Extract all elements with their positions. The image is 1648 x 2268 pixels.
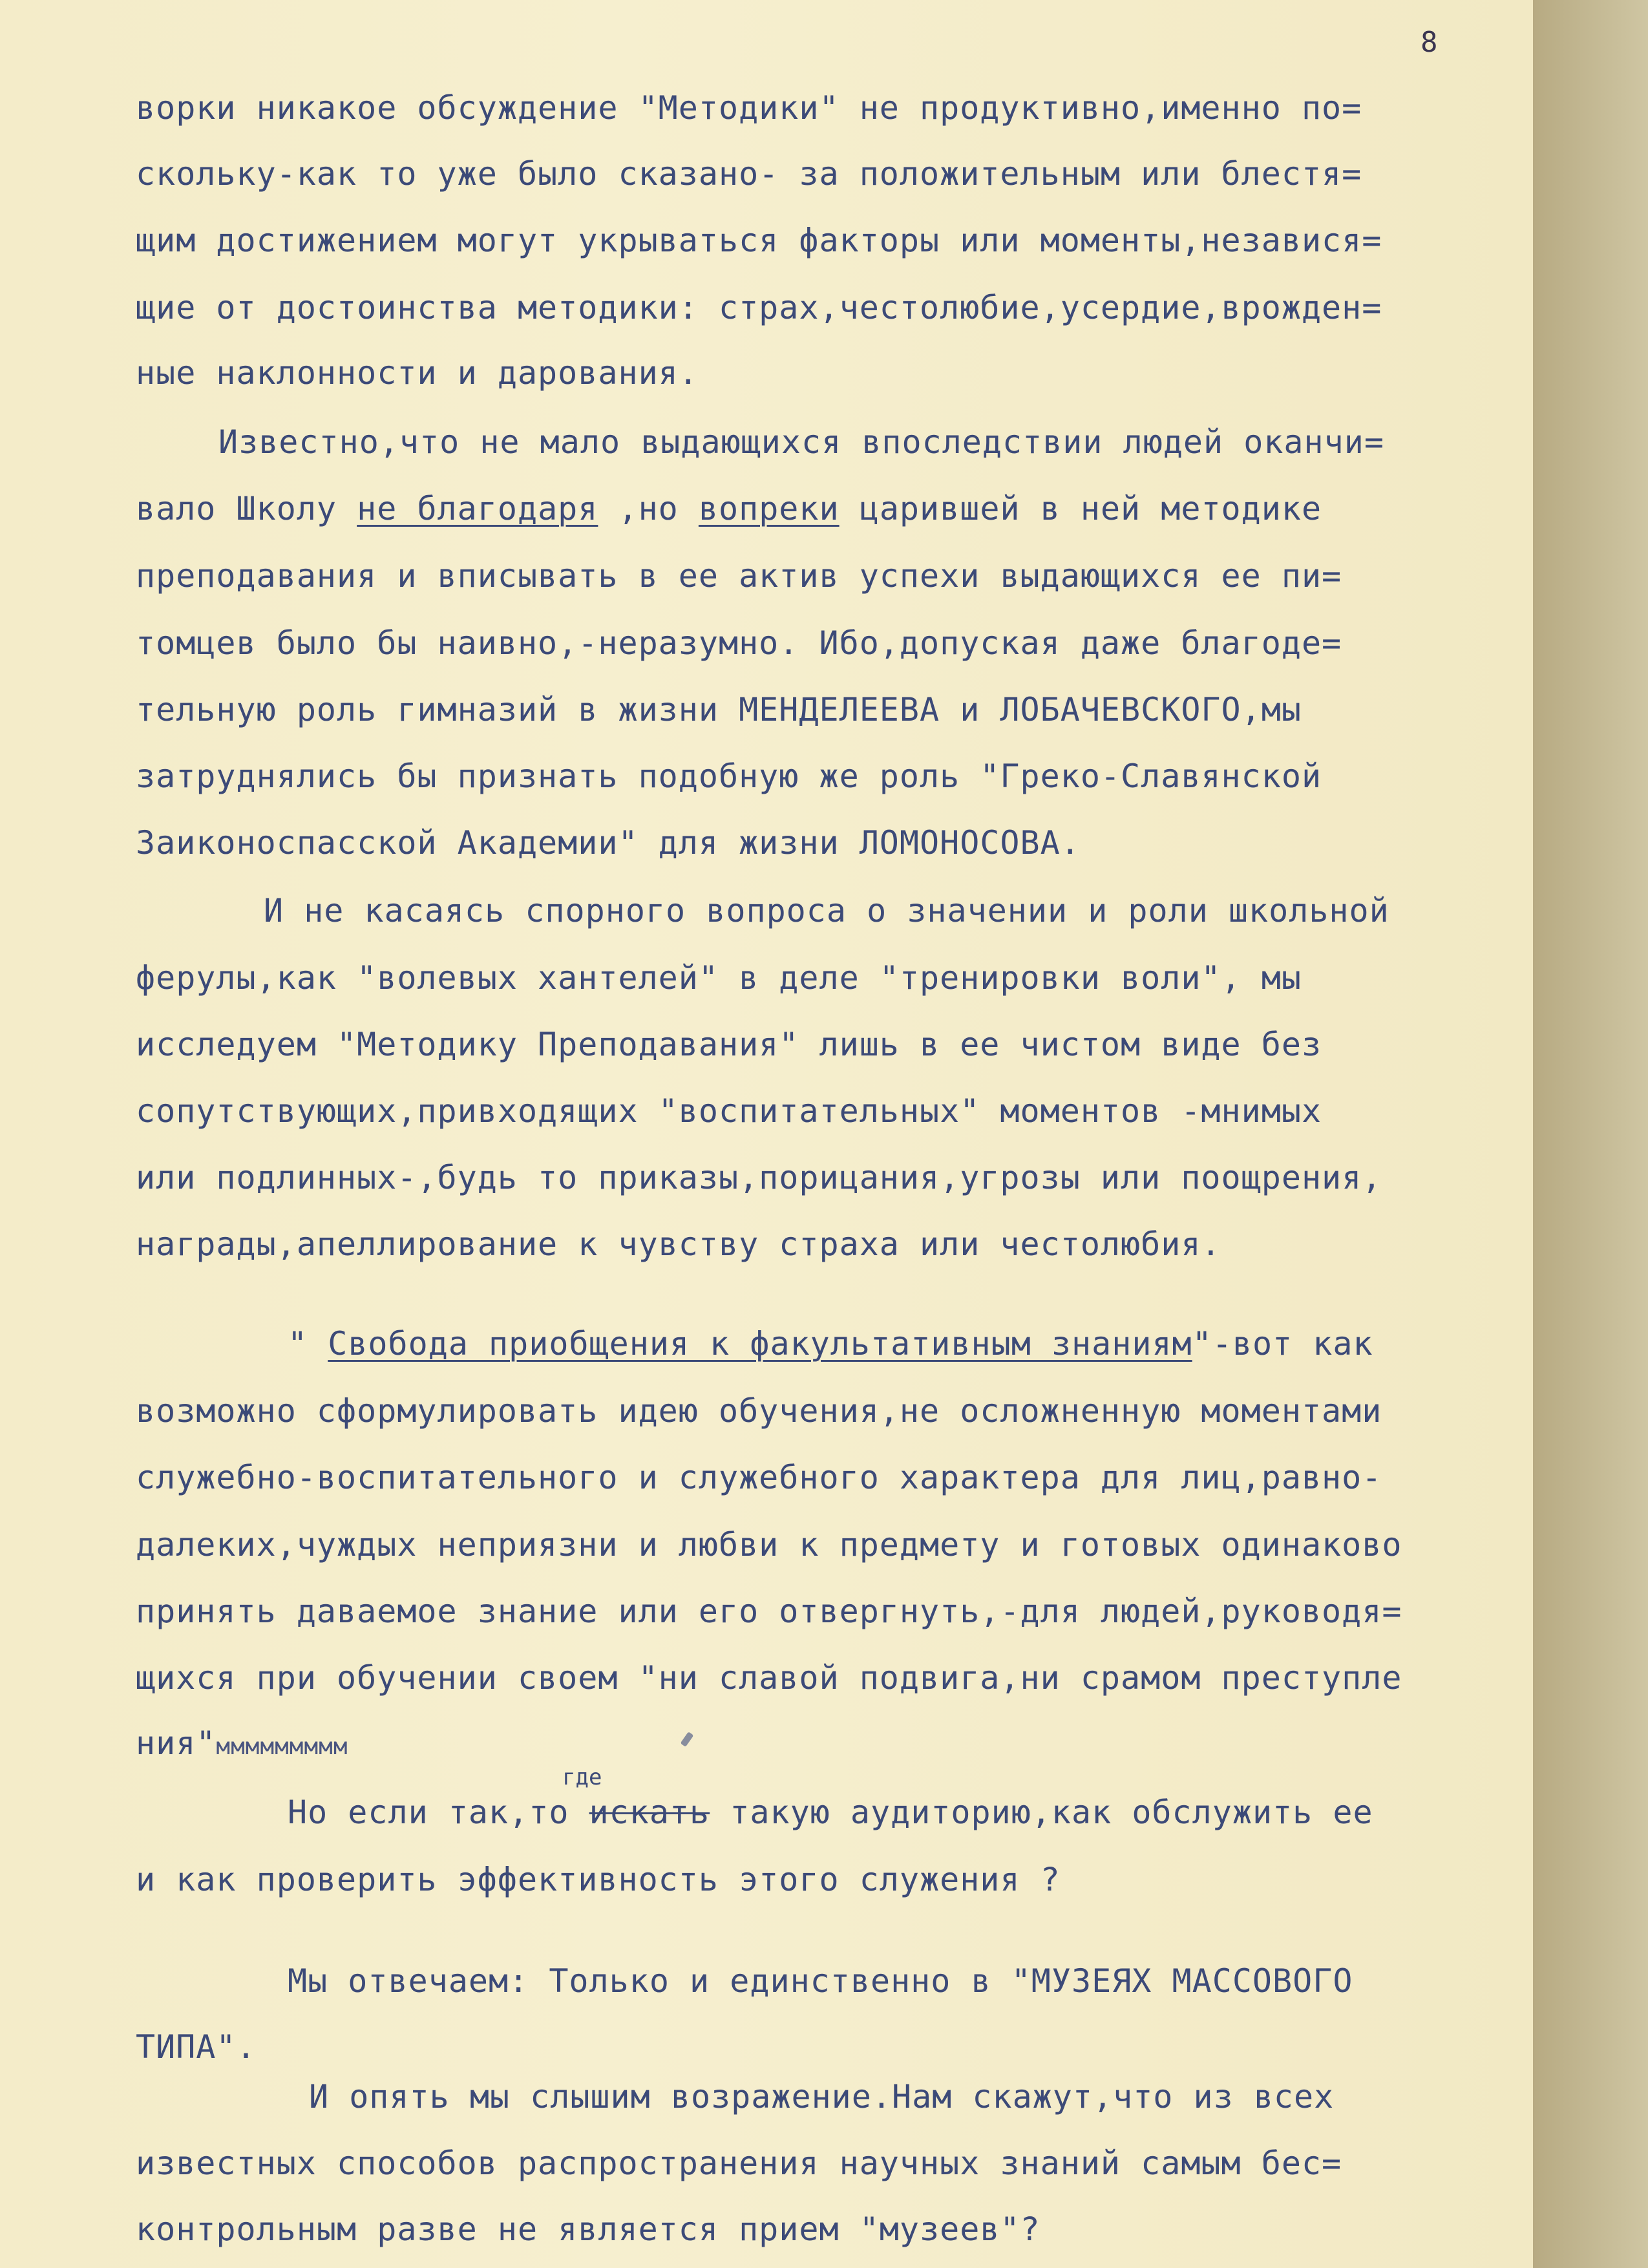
text-line [136, 490, 1322, 527]
struck-out-text: ммммммммм [216, 1733, 348, 1760]
text-line: сопутствующих,привходящих "воспитательных" моментов -мнимых [136, 1092, 1322, 1130]
text-line: и как проверить эффективность этого служения ? [136, 1861, 1061, 1898]
text-line: далеких,чуждых неприязни и любви к предмету и готовых одинаково [136, 1526, 1402, 1563]
text-line: тельную роль гимназий в жизни МЕНДЕЛЕЕВА и ЛОБАЧЕВСКОГО,мы [136, 691, 1302, 728]
text-line: щие от достоинства методики: страх,честолюбие,усердие,врожден= [136, 289, 1382, 326]
text-segment: такую аудиторию,как обслужить ее [710, 1794, 1373, 1831]
text-line: или подлинных-,будь то приказы,порицания,угрозы или поощрения, [136, 1159, 1382, 1196]
text-line: ные наклонности и дарования. [136, 354, 699, 392]
underlined-phrase: вопреки [698, 490, 840, 527]
text-line: щихся при обучении своем "ни славой подвига,ни срамом преступле [136, 1659, 1402, 1697]
text-line: Мы отвечаем: Только и единственно в "МУЗЕЯХ МАССОВОГО [288, 1962, 1353, 2000]
text-line: возможно сформулировать идею обучения,не осложненную моментами [136, 1392, 1382, 1430]
underlined-phrase: не благодаря [357, 490, 598, 527]
text-line: Заиконоспасской Академии" для жизни ЛОМОНОСОВА. [136, 824, 1081, 862]
text-line: Известно,что не мало выдающихся впоследствии людей оканчи= [218, 423, 1384, 461]
stray-ink-mark [681, 1732, 694, 1747]
text-line: томцев было бы наивно,-неразумно. Ибо,допуская даже благоде= [136, 624, 1342, 662]
text-segment: Но если так,то [288, 1794, 589, 1831]
text-line: преподавания и вписывать в ее актив успехи выдающихся ее пи= [136, 557, 1342, 595]
text-segment: ,но [598, 490, 699, 527]
background-edge [1533, 0, 1648, 2268]
text-line: щим достижением могут укрываться факторы или моменты,независя= [136, 222, 1382, 259]
text-line: известных способов распространения научных знаний самым бес= [136, 2145, 1342, 2182]
text-segment: ния" [136, 1724, 217, 1762]
text-line: исследуем "Методику Преподавания" лишь в ее чистом виде без [136, 1026, 1322, 1063]
text-line: затруднялись бы признать подобную же роль "Греко-Славянской [136, 758, 1322, 795]
text-line: служебно-воспитательного и служебного характера для лиц,равно- [136, 1459, 1382, 1496]
text-line: скольку-как то уже было сказано- за положительным или блестя= [136, 155, 1362, 193]
crossed-word: искать [589, 1794, 710, 1831]
handwritten-insertion: где [562, 1765, 602, 1790]
page-number: 8 [1421, 26, 1438, 59]
text-line: принять даваемое знание или его отвергнуть,-для людей,руководя= [136, 1593, 1402, 1630]
text-segment: царившей в ней методике [839, 490, 1322, 527]
text-line: контрольным разве не является прием "музеев"? [136, 2210, 1041, 2248]
text-line: ферулы,как "волевых хантелей" в деле "тренировки воли", мы [136, 959, 1302, 997]
text-line [136, 1724, 348, 1762]
underlined-phrase: Свобода приобщения к факультативным знаниям [328, 1325, 1192, 1362]
text-line [288, 1794, 1373, 1831]
text-line [288, 1325, 1373, 1362]
text-segment: "-вот как [1192, 1325, 1373, 1362]
text-line: ТИПА". [136, 2028, 257, 2066]
text-line: И опять мы слышим возражение.Нам скажут,что из всех [309, 2078, 1335, 2115]
text-line: награды,апеллирование к чувству страха или честолюбия. [136, 1225, 1221, 1263]
text-line: И не касаясь спорного вопроса о значении и роли школьной [264, 892, 1389, 929]
text-segment: вало Школу [136, 490, 357, 527]
text-segment: " [288, 1325, 308, 1362]
text-line: ворки никакое обсуждение "Методики" не продуктивно,именно по= [136, 89, 1362, 127]
